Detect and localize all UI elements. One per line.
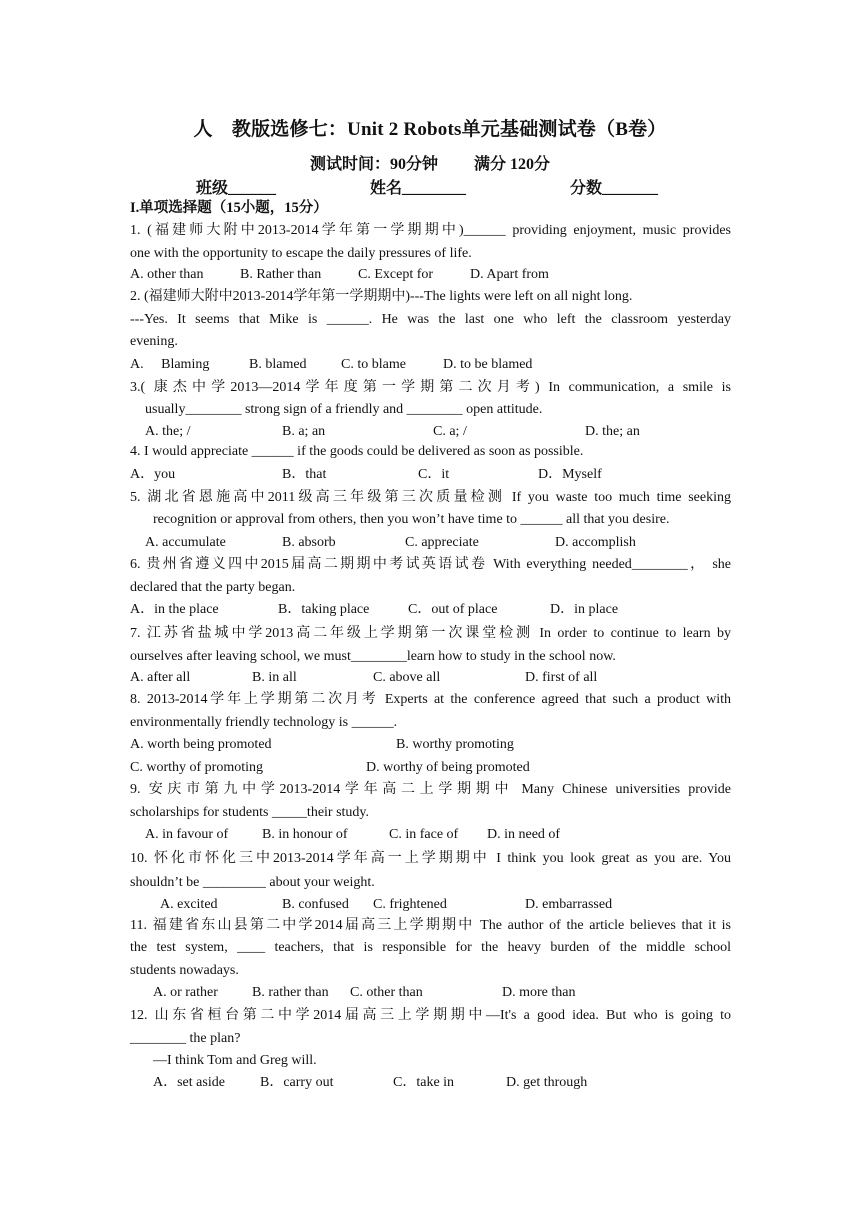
- section-title: I.单项选择题（15小题，15分）: [130, 200, 328, 216]
- question-9-option-b: B. in honour of: [262, 827, 348, 842]
- question-3-option-a: A. the; /: [145, 424, 191, 439]
- question-8-line-1: 8. 2013-2014学年上学期第二次月考 Experts at the conference agreed that such a product with: [130, 692, 731, 707]
- question-12-line-1: 12. 山东省桓台第二中学2014届高三上学期期中—It's a good idea. But who is going to: [130, 1008, 731, 1023]
- question-4-option-b: B．that: [282, 467, 327, 482]
- question-4-line-1: 4. I would appreciate ______ if the goods could be delivered as soon as possible.: [130, 444, 584, 459]
- question-1-option-c: C. Except for: [358, 267, 434, 282]
- question-12-option-d: D. get through: [506, 1075, 588, 1090]
- question-2-option-d: D. to be blamed: [443, 357, 533, 372]
- question-7-option-b: B. in all: [252, 670, 297, 685]
- question-5-line-2: recognition or approval from others, then you won’t have time to ______ all that you desire.: [153, 512, 670, 527]
- question-11-line-3: students nowadays.: [130, 963, 239, 978]
- question-5-option-a: A. accumulate: [145, 535, 226, 550]
- question-5-option-b: B. absorb: [282, 535, 336, 550]
- question-8-option-d: D. worthy of being promoted: [366, 760, 530, 775]
- question-9-option-c: C. in face of: [389, 827, 459, 842]
- question-4-option-a: A．you: [130, 467, 176, 482]
- question-6-option-a: A．in the place: [130, 602, 219, 617]
- question-2-line-2: ---Yes. It seems that Mike is ______. He was the last one who left the classroom yesterday: [130, 312, 731, 327]
- question-7-line-1: 7. 江苏省盐城中学2013高二年级上学期第一次课堂检测 In order to continue to learn by: [130, 626, 731, 641]
- question-2-option-a: A. Blaming: [130, 357, 210, 372]
- question-3-line-1: 3.( 康杰中学2013—2014学年度第一学期第二次月考) In communication, a smile is: [130, 380, 731, 395]
- question-8-option-c: C. worthy of promoting: [130, 760, 263, 775]
- question-12-option-a: A．set aside: [153, 1075, 225, 1090]
- page-title: 人 教版选修七：Unit 2 Robots单元基础测试卷（B卷）: [193, 119, 667, 140]
- question-1-line-1: 1. (福建师大附中2013-2014学年第一学期期中)______ providing enjoyment, music provides: [130, 223, 731, 238]
- question-1-line-2: one with the opportunity to escape the daily pressures of life.: [130, 246, 472, 261]
- question-8-option-b: B. worthy promoting: [396, 737, 514, 752]
- question-10-option-c: C. frightened: [373, 897, 447, 912]
- question-7-option-c: C. above all: [373, 670, 441, 685]
- question-3-option-d: D. the; an: [585, 424, 640, 439]
- question-1-option-d: D. Apart from: [470, 267, 549, 282]
- question-12-line-3: —I think Tom and Greg will.: [153, 1053, 317, 1068]
- question-7-option-a: A. after all: [130, 670, 191, 685]
- question-9-line-1: 9. 安庆市第九中学2013-2014学年高二上学期期中 Many Chinese universities provide: [130, 782, 731, 797]
- question-10-option-d: D. embarrassed: [525, 897, 613, 912]
- question-10-line-2: shouldn’t be _________ about your weight.: [130, 875, 375, 890]
- question-1-option-b: B. Rather than: [240, 267, 322, 282]
- question-1-option-a: A. other than: [130, 267, 204, 282]
- name-field: 姓名________: [370, 180, 467, 197]
- question-10-line-1: 10. 怀化市怀化三中2013-2014学年高一上学期期中 I think you look great as you are. You: [130, 851, 731, 866]
- question-5-line-1: 5. 湖北省恩施高中2011级高三年级第三次质量检测 If you waste too much time seeking: [130, 490, 731, 505]
- question-2-line-1: 2. (福建师大附中2013-2014学年第一学期期中)---The lights were left on all night long.: [130, 289, 633, 304]
- question-6-line-2: declared that the party began.: [130, 580, 296, 595]
- question-3-option-b: B. a; an: [282, 424, 326, 439]
- class-field: 班级______: [196, 180, 277, 197]
- question-5-option-d: D. accomplish: [555, 535, 636, 550]
- question-11-option-a: A. or rather: [153, 985, 218, 1000]
- question-10-option-b: B. confused: [282, 897, 349, 912]
- question-11-option-d: D. more than: [502, 985, 576, 1000]
- question-4-option-d: D．Myself: [538, 467, 602, 482]
- question-3-option-c: C. a; /: [433, 424, 467, 439]
- question-11-option-c: C. other than: [350, 985, 423, 1000]
- question-7-option-d: D. first of all: [525, 670, 598, 685]
- question-7-line-2: ourselves after leaving school, we must________learn how to study in the school now.: [130, 649, 616, 664]
- question-3-line-2: usually________ strong sign of a friendly and ________ open attitude.: [145, 402, 543, 417]
- question-6-option-c: C．out of place: [408, 602, 498, 617]
- question-11-line-2: the test system, ____ teachers, that is responsible for the heavy burden of the middle school: [130, 940, 731, 955]
- score-field: 分数_______: [570, 180, 659, 197]
- question-6-option-d: D．in place: [550, 602, 619, 617]
- question-12-option-b: B．carry out: [260, 1075, 334, 1090]
- question-6-line-1: 6. 贵州省遵义四中2015届高二期期中考试英语试卷 With everything needed________， she: [130, 557, 731, 572]
- question-8-line-2: environmentally friendly technology is ______.: [130, 715, 398, 730]
- question-2-option-c: C. to blame: [341, 357, 406, 372]
- question-11-line-1: 11. 福建省东山县第二中学2014届高三上学期期中 The author of the article believes that it is: [130, 918, 731, 933]
- question-9-line-2: scholarships for students _____their study.: [130, 805, 370, 820]
- question-11-option-b: B. rather than: [252, 985, 329, 1000]
- question-12-line-2: ________ the plan?: [130, 1031, 241, 1046]
- question-4-option-c: C．it: [418, 467, 450, 482]
- question-10-option-a: A. excited: [160, 897, 218, 912]
- question-2-line-3: evening.: [130, 334, 178, 349]
- question-9-option-a: A. in favour of: [145, 827, 229, 842]
- question-8-option-a: A. worth being promoted: [130, 737, 272, 752]
- question-12-option-c: C．take in: [393, 1075, 455, 1090]
- question-2-option-b: B. blamed: [249, 357, 307, 372]
- question-5-option-c: C. appreciate: [405, 535, 479, 550]
- question-6-option-b: B．taking place: [278, 602, 370, 617]
- question-9-option-d: D. in need of: [487, 827, 561, 842]
- time-line: 测试时间：90分钟 满分 120分: [309, 156, 550, 173]
